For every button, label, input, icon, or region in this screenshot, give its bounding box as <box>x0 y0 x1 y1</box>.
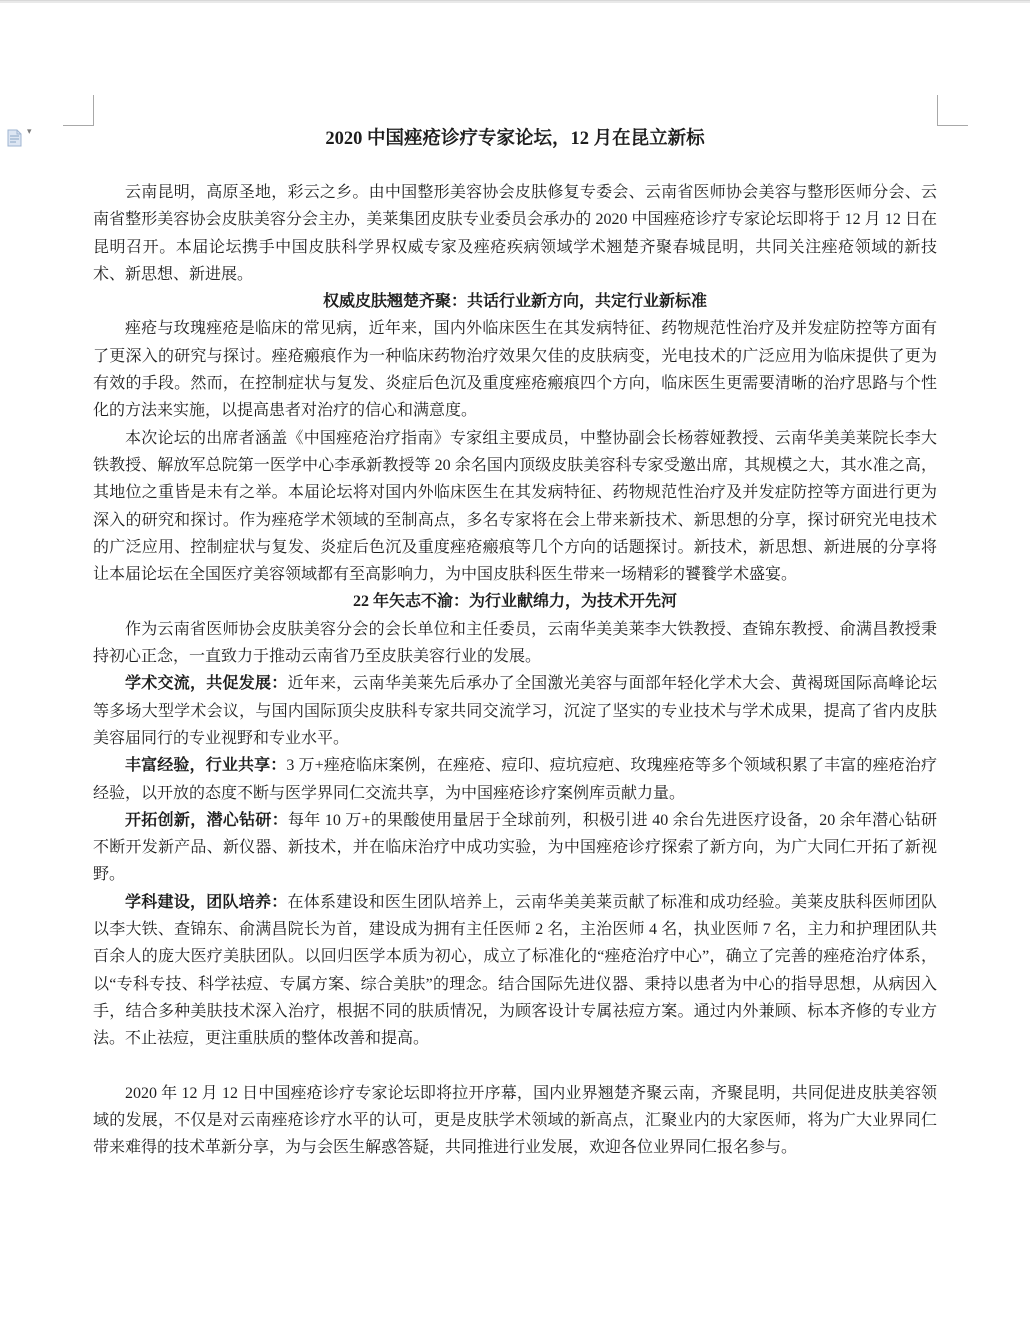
document-title: 2020 中国痤疮诊疗专家论坛，12 月在昆立新标 <box>325 129 705 149</box>
chevron-down-icon[interactable]: ▾ <box>27 127 32 137</box>
paragraph-innovation <box>93 807 937 889</box>
paragraph-text: 近年来，云南华美莱先后承办了全国激光美容与面部年轻化学术大会、黄褐斑国际高峰论坛等多场大型学术会议，与国内国际顶尖皮肤科专家共同交流学习，沉淀了坚实的专业技术与学术成果，提高了省内皮肤美容届同行的专业视野和专业水平。 <box>93 675 937 747</box>
page-top-edge <box>0 0 1030 3</box>
paragraph-lead: 学术交流，共促发展： <box>125 675 288 693</box>
paragraph-association: 作为云南省医师协会皮肤美容分会的会长单位和主任委员，云南华美美莱李大铁教授、查锦东教授、俞满昌教授秉持初心正念，一直致力于推动云南省乃至皮肤美容行业的发展。 <box>93 620 937 666</box>
section-heading-experts: 权威皮肤翘楚齐聚：共话行业新方向，共定行业新标准 <box>322 293 707 311</box>
paragraph-text: 每年 10 万+的果酸使用量居于全球前列，积极引进 40 余台先进医疗设备，20 余年潜心钻研不断开发新产品、新仪器、新技术，并在临床治疗中成功实验，为中国痤疮诊疗探索了新方向，为广大同仁开拓了新视野。 <box>93 811 937 884</box>
paragraph-academic-exchange <box>93 670 937 752</box>
document-icon[interactable] <box>7 129 22 147</box>
crop-mark-top-right <box>937 95 968 126</box>
paragraph-closing: 2020 年 12 月 12 日中国痤疮诊疗专家论坛即将拉开序幕，国内业界翘楚齐聚云南，齐聚昆明，共同促进皮肤美容领域的发展，不仅是对云南痤疮诊疗水平的认可，更是皮肤学术领域的新高点，汇聚业内的大家医师，将为广大业界同仁带来难得的技术革新分享，为与会医生解惑答疑，共同推进行业发展，欢迎各位业界同仁报名参与。 <box>93 1084 937 1157</box>
margin-options-button[interactable] <box>7 128 37 148</box>
paragraph-lead: 丰富经验，行业共享： <box>125 757 287 775</box>
paragraph-attendees: 本次论坛的出席者涵盖《中国痤疮治疗指南》专家组主要成员，中整协副会长杨蓉娅教授、云南华美美莱院长李大铁教授、解放军总院第一医学中心李承新教授等 20 余名国内顶级皮肤美容科专家受邀出席，其规模之大，其水准之高，其地位之重皆是未有之举。本届论坛将对国内外临床医生在其发病特征、药物规范性治疗及并发症防控等方面进行更为深入的研究和探讨。作为痤疮学术领域的至制高点，多名专家将在会上带来新技术、新思想的分享，探讨研究光电技术的广泛应用、控制症状与复发、炎症后色沉及重度痤疮瘢痕等几个方向的话题探讨。新技术，新思想、新进展的分享将让本届论坛在全国医疗美容领域都有至高影响力，为中国皮肤科医生带来一场精彩的饕餮学术盛宴。 <box>93 429 937 584</box>
paragraph-clinical-background: 痤疮与玫瑰痤疮是临床的常见病，近年来，国内外临床医生在其发病特征、药物规范性治疗及并发症防控等方面有了更深入的研究与探讨。痤疮瘢痕作为一种临床药物治疗效果欠佳的皮肤病变，光电技术的广泛应用为临床提供了更为有效的手段。然而，在控制症状与复发、炎症后色沉及重度痤疮瘢痕四个方向，临床医生更需要清晰的治疗思路与个性化的方法来实施，以提高患者对治疗的信心和满意度。 <box>93 320 937 420</box>
document-body <box>93 123 937 1162</box>
paragraph-lead: 学科建设，团队培养： <box>125 893 288 911</box>
paragraph-rich-experience <box>93 752 937 807</box>
paragraph-discipline-building <box>93 889 937 1053</box>
paragraph-intro: 云南昆明，高原圣地，彩云之乡。由中国整形美容协会皮肤修复专委会、云南省医师协会美容与整形医师分会、云南省整形美容协会皮肤美容分会主办，美莱集团皮肤专业委员会承办的 2020 中国痤疮诊疗专家论坛即将于 12 月 12 日在昆明召开。本届论坛携手中国皮肤科学界权威专家及痤疮疾病领域学术翘楚齐聚春城昆明，共同关注痤疮领域的新技术、新思想、新进展。 <box>93 184 937 283</box>
paragraph-text: 在体系建设和医生团队培养上，云南华美美莱贡献了标准和成功经验。美莱皮肤科医师团队以李大铁、查锦东、俞满昌院长为首，建设成为拥有主任医师 2 名，主治医师 4 名，执业医师 7 名，主力和护理团队共百余人的庞大医疗美肤团队。以回归医学本质为初心，成立了标准化的“痤疮治疗中心”，确立了完善的痤疮治疗体系，以“专科专技、科学祛痘、专属方案、综合美肤”的理念。结合国际先进仪器、秉持以患者为中心的指导思想，从病因入手，结合多种美肤技术深入治疗，根据不同的肤质情况，为顾客设计专属祛痘方案。通过内外兼顾、标本齐修的专业方法。不止祛痘，更注重肤质的整体改善和提高。 <box>93 893 937 1048</box>
crop-mark-top-left <box>63 95 94 126</box>
paragraph-lead: 开拓创新，潜心钻研： <box>125 811 288 829</box>
section-heading-22-years: 22 年矢志不渝：为行业献绵力，为技术开先河 <box>352 593 677 611</box>
paragraph-text: 3 万+痤疮临床案例，在痤疮、痘印、痘坑痘疤、玫瑰痤疮等多个领域积累了丰富的痤疮治疗经验，以开放的态度不断与医学界同仁交流共享，为中国痤疮诊疗案例库贡献力量。 <box>93 757 937 802</box>
